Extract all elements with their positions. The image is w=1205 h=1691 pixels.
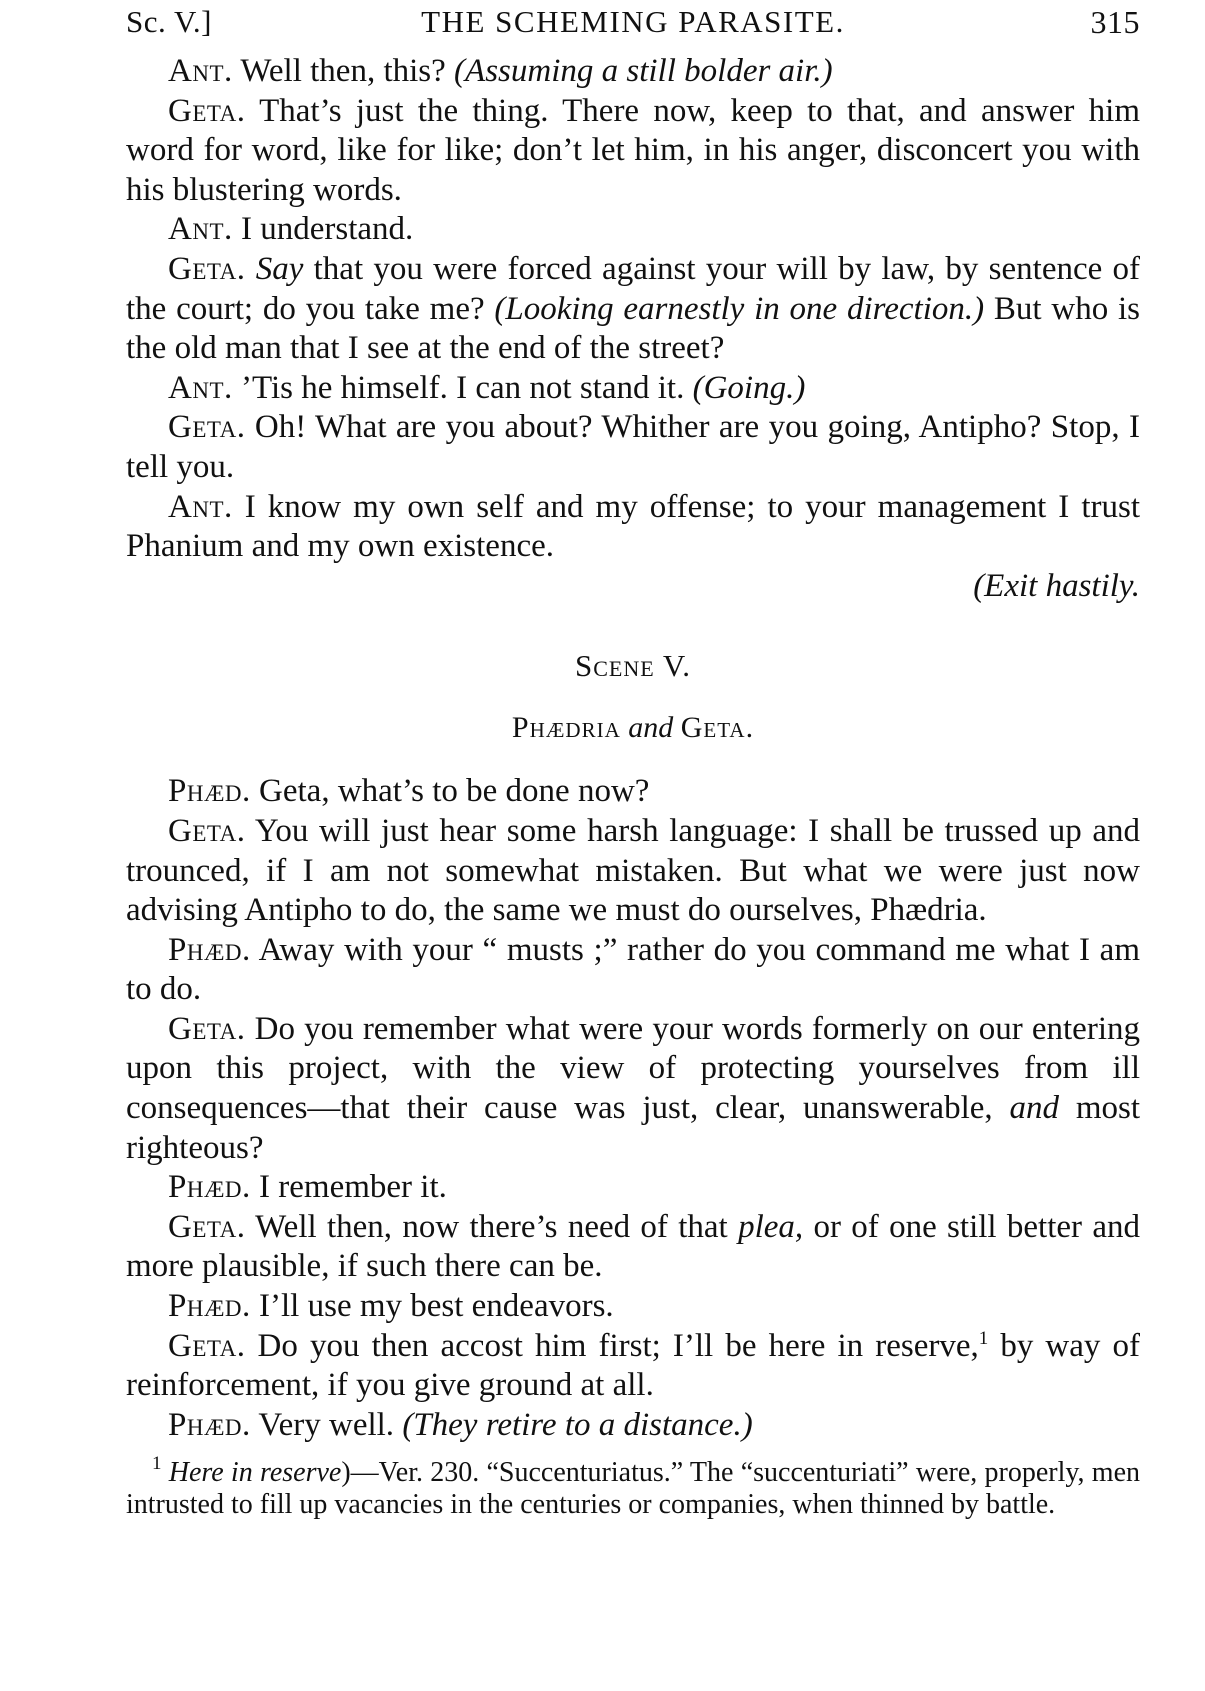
dialogue-paragraph — [126, 1010, 1140, 1168]
speaker-name: Phæd. — [168, 773, 251, 810]
speech-text: I remember it. — [250, 1169, 447, 1206]
speech-text: You will just hear some harsh language: I shall be trussed up and trounced, if I am not somewhat mistaken. But what we were just now advising Antipho to do, the same we must do ourselves, Phædria. — [126, 812, 1140, 929]
dialogue-paragraph — [126, 931, 1140, 1010]
dialogue-paragraph — [126, 1168, 1140, 1208]
speaker-name: Ant. — [168, 369, 233, 406]
speaker-name: Phæd. — [168, 1169, 251, 1206]
speech-text: I’ll use my best endeavors. — [250, 1288, 614, 1325]
dialogue-paragraph — [126, 1208, 1140, 1287]
speech-text: Away with your “ musts ;” rather do you command me what I am to do. — [126, 931, 1140, 1008]
speech-text: ’Tis he himself. I can not stand it. — [232, 369, 693, 406]
character-name: Geta. — [680, 711, 755, 745]
speaker-name: Phæd. — [168, 1288, 251, 1325]
footnote-marker: 1 — [152, 1453, 162, 1475]
speech-text: by way of reinforcement, if you give ground at all. — [126, 1327, 1141, 1404]
speech-text: Do you then accost him first; I’ll be here in reserve, — [245, 1327, 979, 1364]
speech-text: Do you remember what were your words formerly on our entering upon this project, with the view of protecting yourselves from ill consequences—that their cause was just, clear, unanswerable, — [126, 1010, 1140, 1127]
footnote — [126, 1453, 1140, 1520]
running-head — [126, 0, 1140, 52]
speaker-name: Geta. — [168, 812, 246, 849]
emphasis-text: plea, — [738, 1208, 804, 1245]
speech-text: Geta, what’s to be done now? — [250, 773, 650, 810]
dialogue-paragraph — [126, 250, 1140, 369]
speech-text: I know my own self and my offense; to your management I trust Phanium and my own existence. — [126, 488, 1140, 565]
page-number: 315 — [1090, 4, 1140, 40]
emphasis-text: Say — [245, 250, 304, 287]
speech-text: Well then, this? — [232, 53, 455, 89]
speech-text: Very well. — [250, 1406, 403, 1443]
dialogue-paragraph — [126, 1406, 1140, 1446]
running-head-title: THE SCHEMING PARASITE. — [421, 4, 845, 39]
speaker-name: Ant. — [168, 53, 233, 89]
speech-text: But who is the old man that I see at the end of the street? — [126, 290, 1140, 367]
speaker-name: Geta. — [168, 250, 246, 287]
speech-text: I understand. — [232, 211, 414, 248]
dialogue-paragraph — [126, 812, 1140, 931]
speaker-name: Ant. — [168, 488, 233, 525]
scene-heading: Scene V. — [574, 648, 691, 684]
dialogue-paragraph — [126, 210, 1140, 250]
dialogue-paragraph — [126, 408, 1140, 487]
footnote-ref-phrase: Here in reserve — [161, 1457, 342, 1489]
speaker-name: Phæd. — [168, 931, 251, 968]
emphasis-text: and — [1009, 1090, 1059, 1127]
scene-characters — [126, 708, 1140, 748]
speech-text: that you were forced against your will by law, by sentence of the court; do you take me? — [126, 250, 1141, 327]
speaker-name: Phæd. — [168, 1406, 251, 1443]
speaker-name: Geta. — [168, 409, 246, 446]
dialogue-paragraph — [126, 369, 1140, 409]
stage-direction: (They retire to a distance.) — [402, 1406, 753, 1443]
dialogue-paragraph — [126, 772, 1140, 812]
speaker-name: Geta. — [168, 1010, 246, 1047]
dialogue-paragraph — [126, 92, 1140, 211]
conjunction: and — [628, 711, 674, 745]
speech-text: most righteous? — [126, 1090, 1141, 1166]
footnote-reference: 1 — [978, 1327, 989, 1349]
dialogue-paragraph — [126, 488, 1140, 567]
stage-direction: (Looking earnestly in one direction.) — [494, 290, 985, 327]
speaker-name: Geta. — [168, 1208, 246, 1245]
speech-text: Well then, now there’s need of that — [245, 1208, 739, 1245]
speech-text: Oh! What are you about? Whither are you going, Antipho? Stop, I tell you. — [126, 409, 1140, 485]
character-name: Phædria — [511, 711, 621, 745]
dialogue-paragraph — [126, 52, 1140, 92]
book-page — [126, 0, 1140, 1520]
footnote-text: )—Ver. 230. “Succenturiatus.” The “succenturiati” were, properly, men intrusted to fill up vacancies in the centuries or companies, when thinned by battle. — [126, 1457, 1140, 1520]
exit-direction: (Exit hastily. — [973, 567, 1140, 604]
running-head-section: Sc. V.] — [126, 4, 212, 39]
dialogue-paragraph — [126, 1287, 1140, 1327]
speaker-name: Ant. — [168, 211, 233, 248]
speech-text: That’s just the thing. There now, keep to that, and answer him word for word, like for like; don’t let him, in his anger, disconcert you with his blustering words. — [126, 92, 1140, 208]
speech-text: or of one still better and more plausible, if such there can be. — [126, 1208, 1140, 1285]
stage-direction: (Going.) — [692, 369, 806, 406]
dialogue-paragraph — [126, 1327, 1140, 1406]
speaker-name: Geta. — [168, 92, 246, 129]
speaker-name: Geta. — [168, 1327, 246, 1364]
stage-direction: (Assuming a still bolder air.) — [454, 53, 833, 89]
